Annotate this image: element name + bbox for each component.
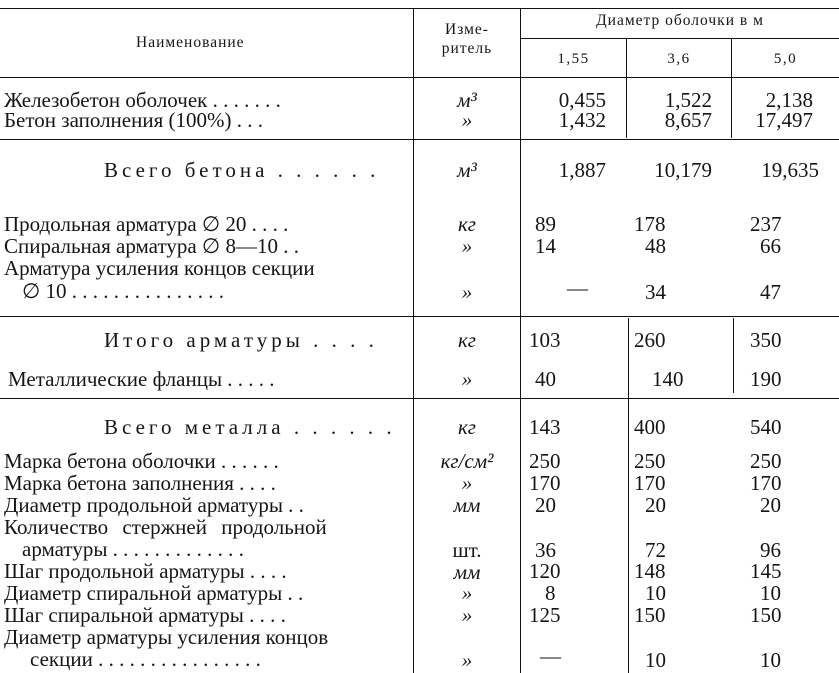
row-unit: » [461,367,473,391]
row-label: Марка бетона оболочки . . . . . . [4,449,279,473]
row-value-d1: 103 [529,328,561,352]
row-unit: » [461,108,473,132]
row-label: Диаметр продольной арматуры . . [4,493,304,517]
row-value-d1: 1,432 [558,108,606,132]
row-value-d2: 72 [645,538,666,562]
row-value-d2: 150 [634,603,666,627]
row-value-d1: 250 [529,449,561,473]
row-unit: кг [457,212,477,236]
row-value-d3: 19,635 [761,158,819,182]
row-value-d2: 10,179 [654,158,712,182]
row-value-d3: 47 [760,280,781,304]
row-label: Бетон заполнения (100%) . . . [4,108,263,132]
row-value-d3: 145 [750,559,782,583]
row-value-d3: 540 [750,415,782,439]
row-value-d1: 0,455 [558,88,606,112]
col-rule-d2-lower [733,318,734,393]
diameter-subheader-rule [520,38,839,39]
header-diameter-3: 5,0 [773,51,798,67]
row-value-d2: 170 [634,471,666,495]
row-label: Итого арматуры . . . . [104,328,378,352]
row-value-d2: 10 [645,581,666,605]
row-value-d3: 150 [750,603,782,627]
row-unit: кг [457,415,477,439]
row-unit: кг/см² [440,449,494,473]
row-label: арматуры . . . . . . . . . . . . . [22,537,244,561]
row-label: Шаг продольной арматуры . . . . [4,559,287,583]
row-value-d1: 143 [529,415,561,439]
row-value-d2: 178 [634,212,666,236]
row-unit: мм [453,560,481,584]
row-value-d3: 10 [760,648,781,672]
header-diameter-1: 1,55 [557,51,590,67]
row-value-d2: 48 [645,234,666,258]
row-value-d1: 36 [535,538,556,562]
row-value-d3: 190 [750,367,782,391]
row-label: Металлические фланцы . . . . . [8,367,275,391]
row-label: ∅ 10 . . . . . . . . . . . . . . . [22,279,225,303]
row-value-d3: 350 [750,328,782,352]
row-label: Всего металла . . . . . . [104,415,396,439]
row-label: Арматура усиления концов секции [4,256,315,280]
row-value-d1: 120 [529,559,561,583]
row-label: Железобетон оболочек . . . . . . . [4,88,281,112]
section-rule-1 [0,139,839,140]
row-value-d2: 250 [634,449,666,473]
row-value-d1: 20 [535,493,556,517]
row-value-d2: 140 [652,367,684,391]
row-value-d1: 89 [535,212,556,236]
row-value-d2: 20 [645,493,666,517]
row-value-d3: 250 [750,449,782,473]
row-value-d3: 10 [760,581,781,605]
row-value-d2: 260 [634,328,666,352]
row-value-d1: 170 [529,471,561,495]
row-value-d2: 400 [634,415,666,439]
row-unit: » [461,280,473,304]
header-name: Наименование [136,34,245,51]
header-bottom-rule [0,77,839,78]
row-value-d2: 148 [634,559,666,583]
row-value-d3: 66 [760,234,781,258]
row-value-d3: 17,497 [755,108,813,132]
row-unit: » [461,648,473,672]
row-unit: кг [457,328,477,352]
row-label: Спиральная арматура ∅ 8—10 . . [4,234,299,258]
row-unit: шт. [452,538,482,562]
row-unit: м³ [457,158,477,182]
row-value-d2: 8,657 [664,108,712,132]
row-value-d3: 20 [760,493,781,517]
row-value-d1: — [567,276,588,300]
row-value-d3: 96 [760,538,781,562]
row-value-d2: 10 [645,648,666,672]
section-rule-3 [0,398,839,399]
section-rule-2 [0,316,839,317]
header-diameter-title: Диаметр оболочки в м [596,12,764,29]
row-value-d2: 34 [645,280,666,304]
row-label: секции . . . . . . . . . . . . . . . . [30,647,261,671]
row-label: Продольная арматура ∅ 20 . . . . [4,212,289,236]
header-diameter-2: 3,6 [667,51,691,67]
row-value-d3: 2,138 [765,88,813,112]
row-value-d1: 8 [545,581,556,605]
row-unit: » [461,234,473,258]
row-value-d1: 40 [535,367,556,391]
row-label: Диаметр спиральной арматуры . . [4,581,304,605]
row-unit: мм [453,493,481,517]
row-label: Всего бетона . . . . . . [104,158,380,182]
col-rule-d1-lower [628,318,629,673]
row-value-d3: 170 [750,471,782,495]
row-label: Марка бетона заполнения . . . . [4,471,276,495]
header-unit-top: Изме- [445,21,489,38]
row-unit: » [461,603,473,627]
row-label: Количество стержней продольной [4,515,327,539]
row-label: Диаметр арматуры усиления концов [4,625,329,649]
row-unit: м³ [457,88,477,112]
row-unit: » [461,471,473,495]
row-value-d1: — [540,644,561,668]
header-unit-bottom: ритель [441,40,493,57]
row-value-d1: 125 [529,603,561,627]
row-value-d1: 14 [535,234,556,258]
row-value-d1: 1,887 [558,158,606,182]
row-value-d2: 1,522 [664,88,712,112]
row-unit: » [461,581,473,605]
row-value-d3: 237 [750,212,782,236]
row-label: Шаг спиральной арматуры . . . . [4,603,286,627]
